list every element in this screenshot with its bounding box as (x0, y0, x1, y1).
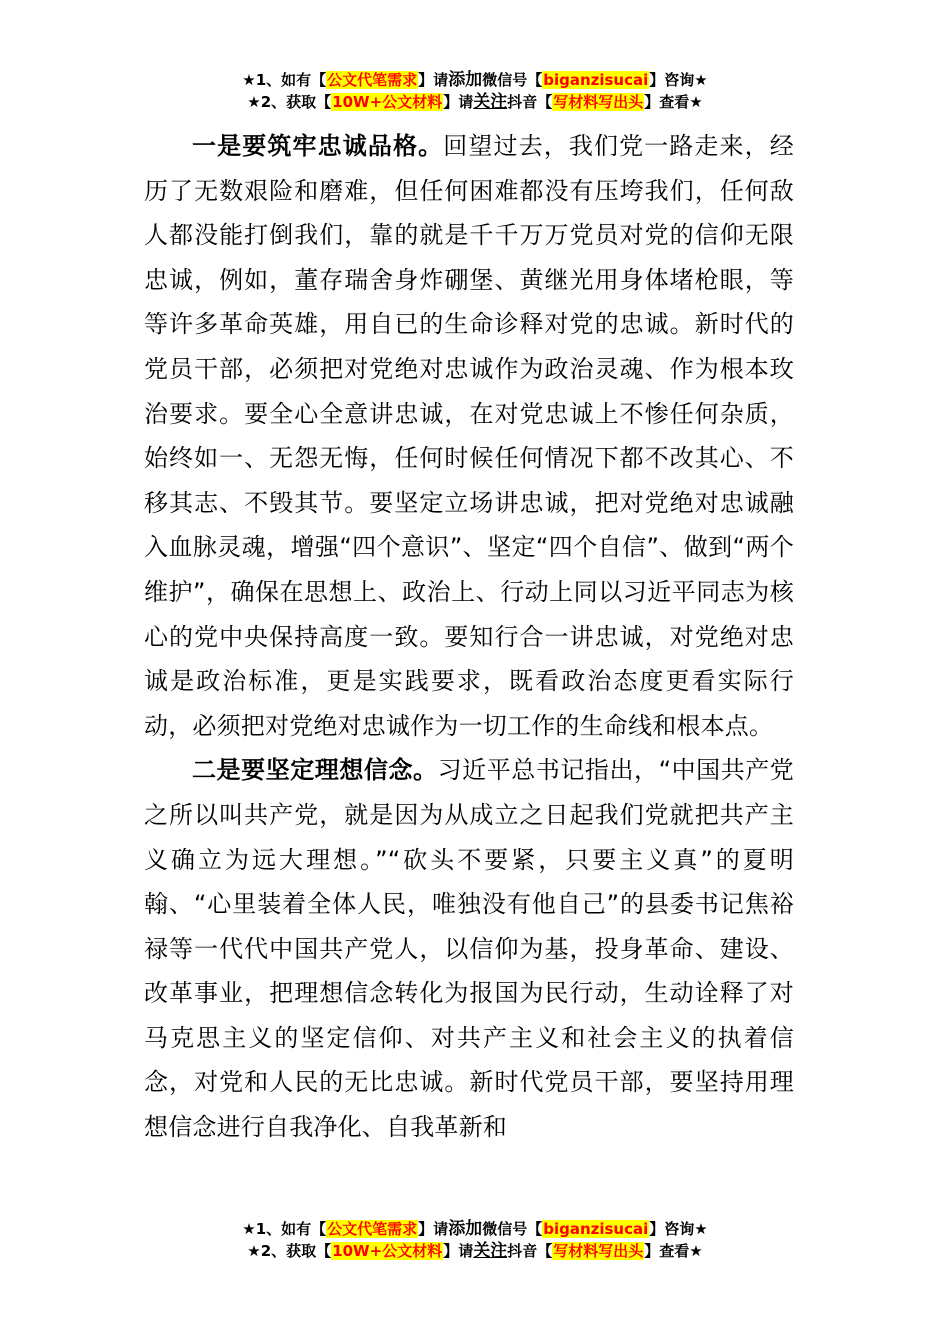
paragraph-text: 习近平总书记指出，“中国共产党之所以叫共产党，就是因为从成立之日起我们党就把共产主义确立为远大理想。”“砍头不要紧，只要主义真”的夏明翰、“心里装着全体人民，唯独没有他自己”的县委书记焦裕禄等一代代中国共产党人，以信仰为基，投身革命、建设、改革事业，把理想信念转化为报国为民行动，生动诠释了对马克思主义的坚定信仰、对共产主义和社会主义的执着信念，对党和人民的无比忠诚。新时代党员干部，要坚持用理想信念进行自我净化、自我革新和 (144, 756, 795, 1142)
highlight-materials: 10W+公文材料 (332, 1242, 443, 1260)
highlight-service: 公文代笔需求 (327, 1220, 418, 1238)
footer-banner (0, 1218, 950, 1262)
paragraph-loyalty (144, 124, 794, 748)
paragraph-text: 回望过去，我们党一路走来，经历了无数艰险和磨难，但任何困难都没有压垮我们，任何敌人都没能打倒我们，靠的就是千千万万党员对党的信仰无限忠诚，例如，董存瑞舍身炸硼堡、黄继光用身体堵枪眼，等等许多革命英雄，用自已的生命诊释对党的忠诚。新时代的党员干部，必须把对党绝对忠诚作为政治灵魂、作为根本玫治要求。要全心全意讲忠诚，在对党忠诚上不惨任何杂质，始终如一、无怨无悔，任何时候任何情况下都不改其心、不移其志、不毁其节。要坚定立场讲忠诚，把对党绝对忠诚融入血脉灵魂，增强“四个意识”、坚定“四个自信”、做到“两个维护”，确保在思想上、政治上、行动上同以习近平同志为核心的党中央保持高度一致。要知行合一讲忠诚，对党绝对忠诚是政治标准，更是实践要求，既看政治态度更看实际行动，必须把对党绝对忠诚作为一切工作的生命线和根本点。 (144, 132, 794, 740)
highlight-wechat-id: biganzisucai (543, 1220, 649, 1238)
paragraph-heading: 二是要坚定理想信念。 (192, 756, 438, 785)
document-body (144, 124, 794, 1150)
banner-line-1: ★1、如有【公文代笔需求】请添加微信号【biganzisucai】咨询★ (242, 70, 708, 90)
header-banner (0, 69, 950, 113)
banner-line-2: ★2、获取【10W+公文材料】请关注抖音【写材料写出头】查看★ (247, 1241, 703, 1261)
highlight-wechat-id: biganzisucai (543, 71, 649, 89)
star-icon: ★ (242, 1220, 256, 1238)
banner-line-1: ★1、如有【公文代笔需求】请添加微信号【biganzisucai】咨询★ (242, 1219, 708, 1239)
highlight-douyin-account: 写材料写出头 (553, 93, 644, 111)
star-icon: ★ (247, 93, 261, 111)
highlight-service: 公文代笔需求 (327, 71, 418, 89)
paragraph-heading: 一是要筑牢忠诚品格。 (192, 132, 444, 160)
highlight-douyin-account: 写材料写出头 (553, 1242, 644, 1260)
highlight-materials: 10W+公文材料 (332, 93, 443, 111)
banner-line-2: ★2、获取【10W+公文材料】请关注抖音【写材料写出头】查看★ (247, 92, 703, 112)
paragraph-ideals (144, 748, 794, 1149)
star-icon: ★ (247, 1242, 261, 1260)
star-icon: ★ (242, 71, 256, 89)
